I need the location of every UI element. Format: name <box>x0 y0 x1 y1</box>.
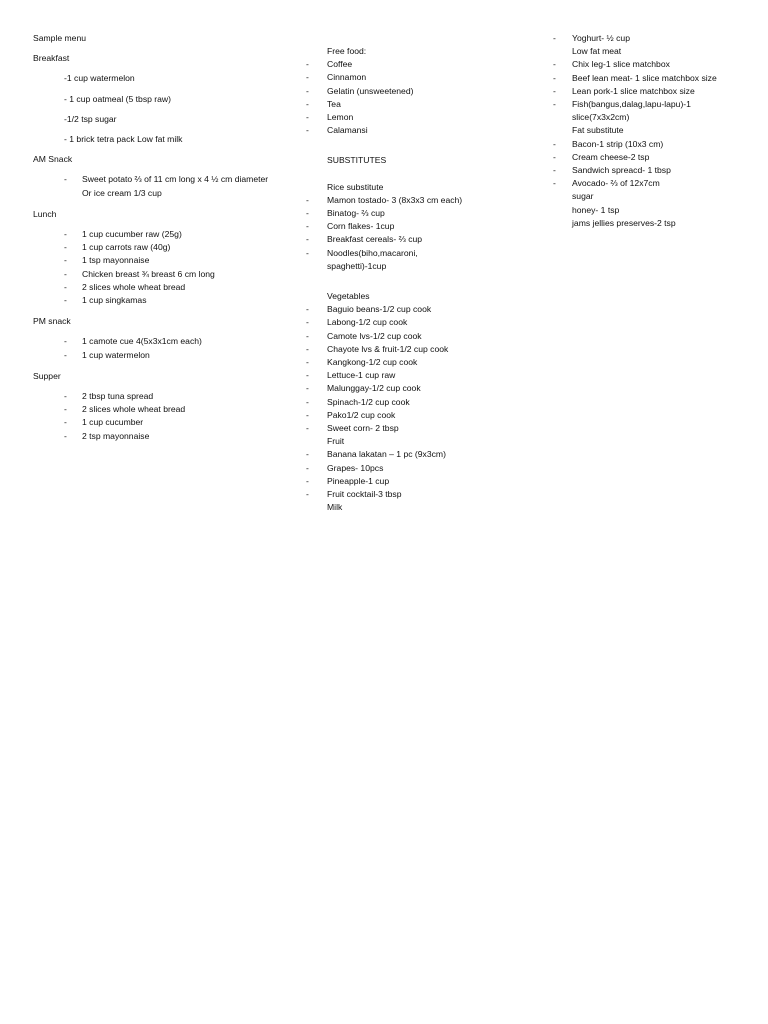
substitutes-column <box>306 45 536 515</box>
list-item-text: Coffee <box>327 59 353 70</box>
list-item-text: Lettuce-1 cup raw <box>327 370 396 381</box>
list-item-text: Beef lean meat- 1 slice matchbox size <box>572 72 717 83</box>
list-item: - Chix leg-1 slice matchbox <box>553 58 753 71</box>
sugar-heading: sugar <box>572 191 594 202</box>
list-item-text: 1 cup cucumber <box>82 417 144 428</box>
list-item: - Sandwich spreacd- 1 tbsp <box>553 164 753 177</box>
list-item-text: Camote lvs-1/2 cup cook <box>327 330 422 341</box>
list-item-text: 2 slices whole wheat bread <box>82 281 186 292</box>
list-item-text: Calamansi <box>327 125 368 136</box>
rice-substitute-heading: Rice substitute <box>327 181 384 192</box>
lunch-heading: Lunch <box>33 208 57 219</box>
free-food-heading: Free food: <box>327 46 367 56</box>
breakfast-line: -1/2 tsp sugar <box>64 113 117 124</box>
list-item: - Cinnamon <box>306 71 536 84</box>
list-item: - Corn flakes- 1cup <box>306 220 536 233</box>
list-item-text: Breakfast cereals- ⅔ cup <box>327 234 423 245</box>
substitutes-column-continued <box>553 32 753 230</box>
list-item: - 1 tsp mayonnaise <box>33 254 293 267</box>
list-item-text: Banana lakatan – 1 pc (9x3cm) <box>327 449 446 460</box>
list-item: - Lemon <box>306 111 536 124</box>
list-item: - Pineapple-1 cup <box>306 475 536 488</box>
fruit-list <box>306 448 536 501</box>
list-item-text: Sweet potato ⅔ of 11 cm long x 4 ½ cm diameter <box>82 174 269 185</box>
list-item-text: 1 cup singkamas <box>82 295 147 306</box>
list-item-text: 2 tbsp tuna spread <box>82 391 154 402</box>
list-item: - Malunggay-1/2 cup cook <box>306 382 536 395</box>
list-item: - Tea <box>306 98 536 111</box>
rice-substitute-list <box>306 194 536 273</box>
list-item-text: Noodles(biho,macaroni, spaghetti)-1cup <box>327 247 418 271</box>
list-item: - 1 cup watermelon <box>33 349 293 362</box>
sugar-line: jams jellies preserves-2 tsp <box>572 217 676 228</box>
list-item-text: Fish(bangus,dalag,lapu-lapu)-1 slice(7x3x2cm) <box>572 99 691 123</box>
list-item: - 1 cup cucumber raw (25g) <box>33 228 293 241</box>
list-item-text: Kangkong-1/2 cup cook <box>327 357 418 368</box>
list-item: - 2 tsp mayonnaise <box>33 430 293 443</box>
list-item-text: Chicken breast ¾ breast 6 cm long <box>82 268 215 279</box>
list-item: - 2 slices whole wheat bread <box>33 281 293 294</box>
list-item-text: Mamon tostado- 3 (8x3x3 cm each) <box>327 194 463 205</box>
list-item-text: Pineapple-1 cup <box>327 475 390 486</box>
fat-substitute-list <box>553 138 753 191</box>
list-item: - Beef lean meat- 1 slice matchbox size <box>553 72 753 85</box>
list-item: - 2 slices whole wheat bread <box>33 403 293 416</box>
list-item: - 1 cup carrots raw (40g) <box>33 241 293 254</box>
list-item: - Binatog- ⅔ cup <box>306 207 536 220</box>
list-item: - Banana lakatan – 1 pc (9x3cm) <box>306 448 536 461</box>
list-item: - Fish(bangus,dalag,lapu-lapu)-1 slice(7x3x2cm) <box>553 98 753 124</box>
list-item-text: Sweet corn- 2 tbsp <box>327 423 399 434</box>
pm-snack-list <box>33 335 293 361</box>
list-item: - Mamon tostado- 3 (8x3x3 cm each) <box>306 194 536 207</box>
list-item-text: Gelatin (unsweetened) <box>327 85 414 96</box>
low-fat-meat-list <box>553 58 753 124</box>
list-item: - 1 cup singkamas <box>33 294 293 307</box>
list-item-text: Tea <box>327 98 341 109</box>
list-item-text: 1 tsp mayonnaise <box>82 255 150 266</box>
list-item-text: Avocado- ⅔ of 12x7cm <box>572 178 660 189</box>
list-item-text: Corn flakes- 1cup <box>327 221 395 232</box>
vegetables-list <box>306 303 536 435</box>
list-item: - Yoghurt- ½ cup <box>553 32 753 45</box>
list-item-text: Bacon-1 strip (10x3 cm) <box>572 138 664 149</box>
list-item: - Chayote lvs & fruit-1/2 cup cook <box>306 343 536 356</box>
list-item-text: 1 cup carrots raw (40g) <box>82 242 171 253</box>
list-item-text: Lemon <box>327 112 354 123</box>
list-item: - 2 tbsp tuna spread <box>33 390 293 403</box>
list-item: - Breakfast cereals- ⅔ cup <box>306 233 536 246</box>
fruit-heading: Fruit <box>327 436 345 447</box>
list-item: - 1 cup cucumber <box>33 416 293 429</box>
fat-substitute-heading: Fat substitute <box>572 125 624 136</box>
list-item-text: Cinnamon <box>327 72 367 83</box>
list-item: - Labong-1/2 cup cook <box>306 316 536 329</box>
milk-list <box>553 32 753 45</box>
list-item-text: Fruit cocktail-3 tbsp <box>327 489 402 500</box>
sugar-line: honey- 1 tsp <box>572 204 620 215</box>
list-item: - 1 camote cue 4(5x3x1cm each) <box>33 335 293 348</box>
list-item-text: Grapes- 10pcs <box>327 462 384 473</box>
list-item-text: Binatog- ⅔ cup <box>327 208 385 219</box>
list-item-text: 1 camote cue 4(5x3x1cm each) <box>82 336 202 347</box>
supper-list <box>33 390 293 443</box>
list-item-text: Pako1/2 cup cook <box>327 409 396 420</box>
list-item: - Chicken breast ¾ breast 6 cm long <box>33 268 293 281</box>
list-item: - Calamansi <box>306 124 536 137</box>
list-item: - Sweet potato ⅔ of 11 cm long x 4 ½ cm diameter Or ice cream 1/3 cup <box>33 173 293 199</box>
list-item-text: Labong-1/2 cup cook <box>327 317 408 328</box>
list-item: - Kangkong-1/2 cup cook <box>306 356 536 369</box>
list-item-text: Spinach-1/2 cup cook <box>327 396 410 407</box>
list-item: - Noodles(biho,macaroni, spaghetti)-1cup <box>306 247 536 273</box>
am-snack-heading: AM Snack <box>33 154 73 165</box>
list-item: - Baguio beans-1/2 cup cook <box>306 303 536 316</box>
low-fat-meat-heading: Low fat meat <box>572 46 622 57</box>
list-item-text: 2 slices whole wheat bread <box>82 404 186 415</box>
list-item: - Gelatin (unsweetened) <box>306 85 536 98</box>
menu-column <box>33 32 293 451</box>
list-item: - Spinach-1/2 cup cook <box>306 396 536 409</box>
supper-heading: Supper <box>33 370 61 381</box>
list-item: - Grapes- 10pcs <box>306 462 536 475</box>
list-item: - Camote lvs-1/2 cup cook <box>306 330 536 343</box>
substitutes-heading: SUBSTITUTES <box>327 155 387 166</box>
list-item-text: 1 cup watermelon <box>82 349 150 360</box>
page-title: Sample menu <box>33 33 87 43</box>
list-item: - Bacon-1 strip (10x3 cm) <box>553 138 753 151</box>
list-item: - Pako1/2 cup cook <box>306 409 536 422</box>
breakfast-heading: Breakfast <box>33 53 70 64</box>
vegetables-heading: Vegetables <box>327 291 370 302</box>
list-item-text: Chayote lvs & fruit-1/2 cup cook <box>327 343 449 354</box>
list-item-text: 2 tsp mayonnaise <box>82 430 150 441</box>
breakfast-line: - 1 brick tetra pack Low fat milk <box>64 134 183 145</box>
list-item-text: Sandwich spreacd- 1 tbsp <box>572 165 671 176</box>
list-item: - Sweet corn- 2 tbsp <box>306 422 536 435</box>
list-item-text: Or ice cream 1/3 cup <box>82 187 162 198</box>
list-item: - Lettuce-1 cup raw <box>306 369 536 382</box>
list-item-text: Lean pork-1 slice matchbox size <box>572 85 695 96</box>
list-item-text: Chix leg-1 slice matchbox <box>572 59 670 70</box>
free-food-list <box>306 58 536 137</box>
list-item: - Coffee <box>306 58 536 71</box>
list-item-text: Cream cheese-2 tsp <box>572 151 650 162</box>
breakfast-line: -1 cup watermelon <box>64 73 135 84</box>
breakfast-line: - 1 cup oatmeal (5 tbsp raw) <box>64 93 171 104</box>
milk-heading: Milk <box>327 502 343 513</box>
lunch-list <box>33 228 293 307</box>
pm-snack-heading: PM snack <box>33 316 71 327</box>
list-item-text: 1 cup cucumber raw (25g) <box>82 229 182 240</box>
am-snack-list <box>33 173 293 199</box>
list-item-text: Yoghurt- ½ cup <box>572 33 630 43</box>
list-item-text: Baguio beans-1/2 cup cook <box>327 304 432 315</box>
list-item: - Lean pork-1 slice matchbox size <box>553 85 753 98</box>
list-item: - Fruit cocktail-3 tbsp <box>306 488 536 501</box>
list-item: - Cream cheese-2 tsp <box>553 151 753 164</box>
list-item-text: Malunggay-1/2 cup cook <box>327 383 421 394</box>
list-item: - Avocado- ⅔ of 12x7cm <box>553 177 753 190</box>
